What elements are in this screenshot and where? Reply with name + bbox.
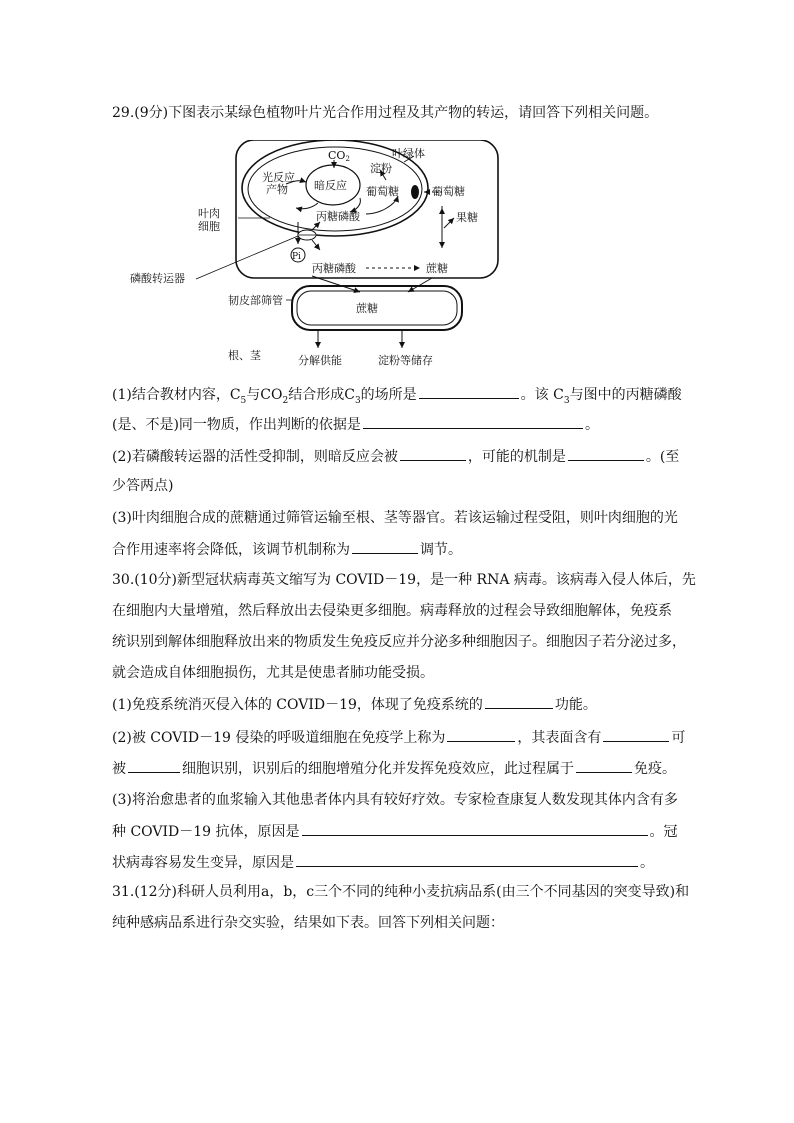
q30-part2-line1: (2)被 COVID－19 侵染的呼吸道细胞在免疫学上称为 ，其表面含有 可 <box>112 727 685 748</box>
fructose-label: 果糖 <box>456 211 478 224</box>
light-product-label-1: 光反应 <box>262 171 295 184</box>
q30-line1: 30.(10分)新型冠状病毒英文缩写为 COVID－19，是一种 RNA 病毒。该病毒入侵人体后，先 <box>112 572 696 588</box>
q30-blank-1[interactable] <box>485 694 553 709</box>
mesophyll-label-2: 细胞 <box>198 220 220 233</box>
starch-label: 淀粉 <box>370 162 392 175</box>
q30-blank-4[interactable] <box>128 758 180 773</box>
q31-line1: 31.(12分)科研人员利用a，b，c三个不同的纯种小麦抗病品系(由三个不同基因的突变导致)和 <box>112 884 690 900</box>
q30-line3: 统识别到解体细胞释放出来的物质发生免疫反应并分泌多种细胞因子。细胞因子若分泌过多， <box>112 634 686 650</box>
q29-blank-1[interactable] <box>419 384 519 399</box>
triose-inside-label: 丙糖磷酸 <box>316 210 360 223</box>
q30-blank-5[interactable] <box>576 758 632 773</box>
q30-part3-line2: 种 COVID－19 抗体，原因是 。冠 <box>112 821 678 842</box>
q29-part2-line2: 少答两点) <box>112 478 174 494</box>
glucose-outside-label: 葡萄糖 <box>432 185 465 198</box>
photosynthesis-diagram <box>0 140 794 370</box>
storage-label: 淀粉等储存 <box>378 354 433 367</box>
q29-part2-line1: (2)若磷酸转运器的活性受抑制，则暗反应会被 ，可能的机制是 。(至 <box>112 446 679 467</box>
pi-label: Pi <box>292 252 301 262</box>
mesophyll-label-1: 叶肉 <box>198 207 220 220</box>
sucrose-cell-label: 蔗糖 <box>426 262 448 275</box>
root-stem-label: 根、茎 <box>228 349 261 362</box>
q29-blank-3[interactable] <box>400 446 466 461</box>
q30-line2: 在细胞内大量增殖，然后释放出去侵染更多细胞。病毒释放的过程会导致细胞解体，免疫系 <box>112 603 672 619</box>
co2-label: CO2 <box>328 149 350 163</box>
sucrose-phloem-label: 蔗糖 <box>356 302 378 315</box>
phloem-label: 韧皮部筛管 <box>228 294 283 307</box>
light-product-label-2: 产物 <box>266 183 288 196</box>
glucose-transporter-icon <box>411 185 419 199</box>
q29-blank-2[interactable] <box>363 414 583 429</box>
q29-header: 29.(9分)下图表示某绿色植物叶片光合作用过程及其产物的转运，请回答下列相关问题。 <box>112 105 659 121</box>
q29-part1-line1: (1)结合教材内容，$C_5$与$CO_2$结合形成$C_3$的场所是 。该 $C_3$与图中的丙糖磷酸 <box>112 384 682 411</box>
q30-blank-3[interactable] <box>603 727 669 742</box>
q30-blank-2[interactable] <box>447 727 515 742</box>
q30-part3-line3: 状病毒容易发生变异，原因是 。 <box>112 852 654 873</box>
q31-line2: 纯种感病品系进行杂交实验，结果如下表。回答下列相关问题： <box>112 915 504 931</box>
mesophyll-cell-outline <box>236 140 498 278</box>
q29-part3-line2: 合作用速率将会降低，该调节机制称为 调节。 <box>112 539 462 560</box>
glucose-inside-label: 葡萄糖 <box>366 185 399 198</box>
q30-line4: 就会造成自体细胞损伤，尤其是使患者肺功能受损。 <box>112 665 434 681</box>
chloroplast-label: 叶绿体 <box>392 147 425 160</box>
q30-part2-line2: 被 细胞识别，识别后的细胞增殖分化并发挥免疫效应，此过程属于 免疫。 <box>112 758 676 779</box>
dark-reaction-label: 暗反应 <box>314 179 347 192</box>
decompose-label: 分解供能 <box>298 354 342 367</box>
q30-blank-6[interactable] <box>302 821 648 836</box>
q29-blank-4[interactable] <box>568 446 644 461</box>
q30-blank-7[interactable] <box>296 852 638 867</box>
q29-part1-line2: (是、不是)同一物质，作出判断的依据是 。 <box>112 414 599 435</box>
q29-part3-line1: (3)叶肉细胞合成的蔗糖通过筛管运输至根、茎等器官。若该运输过程受阻，则叶肉细胞的光 <box>112 510 678 526</box>
transporter-label: 磷酸转运器 <box>130 272 185 285</box>
triose-outside-label: 丙糖磷酸 <box>312 262 356 275</box>
q29-blank-5[interactable] <box>352 539 418 554</box>
q30-part1: (1)免疫系统消灭侵入体的 COVID－19，体现了免疫系统的 功能。 <box>112 694 597 715</box>
q30-part3-line1: (3)将治愈患者的血浆输入其他患者体内具有较好疗效。专家检查康复人数发现其体内含有多 <box>112 792 678 808</box>
